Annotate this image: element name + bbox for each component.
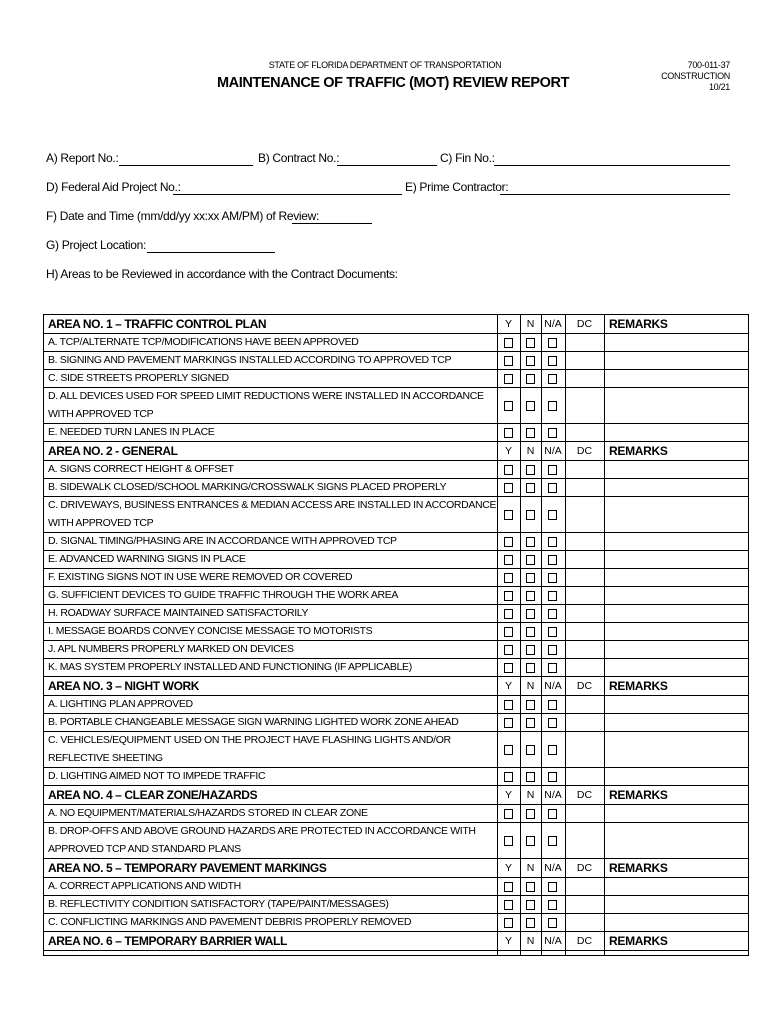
- report-title: MAINTENANCE OF TRAFFIC (MOT) REVIEW REPORT: [216, 75, 570, 91]
- prime-contractor-label: E) Prime Contractor:: [405, 180, 509, 194]
- checklist-item-row: [44, 388, 748, 424]
- contract-no-label: B) Contract No.:: [258, 151, 340, 165]
- checklist-item-text: A. NO EQUIPMENT/MATERIALS/HAZARDS STORED IN CLEAR ZONE: [48, 807, 368, 819]
- checkbox-n[interactable]: [526, 809, 535, 819]
- checkbox-na[interactable]: [548, 627, 557, 637]
- checklist-item-row: [44, 569, 748, 587]
- checkbox-na[interactable]: [548, 882, 557, 892]
- checkbox-na[interactable]: [548, 356, 557, 366]
- column-header-remarks: REMARKS: [609, 317, 668, 331]
- area-header-row: [44, 677, 748, 696]
- checklist-item-text: B. SIGNING AND PAVEMENT MARKINGS INSTALLED ACCORDING TO APPROVED TCP: [48, 354, 452, 366]
- checkbox-na[interactable]: [548, 772, 557, 782]
- checklist-item-text: D. SIGNAL TIMING/PHASING ARE IN ACCORDANCE WITH APPROVED TCP: [48, 535, 397, 547]
- project-location-field[interactable]: [147, 252, 275, 253]
- date-time-field[interactable]: [292, 223, 372, 224]
- column-header-na: N/A: [544, 680, 562, 692]
- column-divider: [497, 315, 498, 955]
- checkbox-y[interactable]: [504, 609, 513, 619]
- checklist-item-text: D. LIGHTING AIMED NOT TO IMPEDE TRAFFIC: [48, 770, 266, 782]
- checklist-item-text: A. TCP/ALTERNATE TCP/MODIFICATIONS HAVE BEEN APPROVED: [48, 336, 359, 348]
- column-header-na: N/A: [544, 318, 562, 330]
- column-header-y: Y: [504, 445, 512, 457]
- checkbox-y[interactable]: [504, 428, 513, 438]
- checklist-item-row: [44, 823, 748, 859]
- checkbox-na[interactable]: [548, 718, 557, 728]
- column-header-na: N/A: [544, 445, 562, 457]
- checklist-item-text: F. EXISTING SIGNS NOT IN USE WERE REMOVED OR COVERED: [48, 571, 353, 583]
- area-title: AREA NO. 5 – TEMPORARY PAVEMENT MARKINGS: [48, 861, 327, 875]
- checkbox-y[interactable]: [504, 882, 513, 892]
- form-code: [661, 60, 730, 93]
- checkbox-y[interactable]: [504, 591, 513, 601]
- checkbox-na[interactable]: [548, 483, 557, 493]
- checkbox-na[interactable]: [548, 428, 557, 438]
- agency-name: STATE OF FLORIDA DEPARTMENT OF TRANSPORTATION: [268, 60, 502, 70]
- checkbox-y[interactable]: [504, 483, 513, 493]
- column-header-dc: DC: [576, 935, 593, 947]
- checklist-item-row: [44, 479, 748, 497]
- column-header-y: Y: [504, 935, 512, 947]
- column-header-y: Y: [504, 789, 512, 801]
- column-header-dc: DC: [576, 680, 593, 692]
- checkbox-na[interactable]: [548, 836, 557, 846]
- checkbox-n[interactable]: [526, 900, 535, 910]
- checkbox-na[interactable]: [548, 401, 557, 411]
- checklist-item-row: [44, 551, 748, 569]
- checklist-item-row: [44, 497, 748, 533]
- checklist-item-row: [44, 605, 748, 623]
- checklist-item-row: [44, 370, 748, 388]
- checkbox-n[interactable]: [526, 836, 535, 846]
- column-header-remarks: REMARKS: [609, 444, 668, 458]
- area-header-row: [44, 859, 748, 878]
- checkbox-y[interactable]: [504, 627, 513, 637]
- prime-contractor-field[interactable]: [500, 194, 730, 195]
- checkbox-n[interactable]: [526, 700, 535, 710]
- checkbox-na[interactable]: [548, 465, 557, 475]
- column-header-na: N/A: [544, 862, 562, 874]
- checklist-item-text: C. SIDE STREETS PROPERLY SIGNED: [48, 372, 229, 384]
- checkbox-y[interactable]: [504, 537, 513, 547]
- fin-no-label: C) Fin No.:: [440, 151, 495, 165]
- checkbox-n[interactable]: [526, 745, 535, 755]
- checkbox-n[interactable]: [526, 356, 535, 366]
- checklist-item-text: E. NEEDED TURN LANES IN PLACE: [48, 426, 215, 438]
- checklist-item-text: B. PORTABLE CHANGEABLE MESSAGE SIGN WARNING LIGHTED WORK ZONE AHEAD: [48, 716, 459, 728]
- column-divider: [541, 315, 542, 955]
- checklist-item-text: C. CONFLICTING MARKINGS AND PAVEMENT DEBRIS PROPERLY REMOVED: [48, 916, 412, 928]
- report-no-field[interactable]: [119, 165, 253, 166]
- checkbox-na[interactable]: [548, 555, 557, 565]
- checklist-item-row: [44, 878, 748, 896]
- checkbox-na[interactable]: [548, 663, 557, 673]
- column-header-dc: DC: [576, 862, 593, 874]
- checkbox-n[interactable]: [526, 627, 535, 637]
- checkbox-na[interactable]: [548, 537, 557, 547]
- column-header-y: Y: [504, 680, 512, 692]
- column-header-remarks: REMARKS: [609, 788, 668, 802]
- checklist-item-row: [44, 768, 748, 786]
- column-header-remarks: REMARKS: [609, 861, 668, 875]
- checkbox-n[interactable]: [526, 573, 535, 583]
- project-location-label: G) Project Location:: [46, 238, 147, 252]
- checkbox-y[interactable]: [504, 510, 513, 520]
- checkbox-y[interactable]: [504, 356, 513, 366]
- area-header-row: [44, 315, 748, 334]
- checkbox-n[interactable]: [526, 718, 535, 728]
- checkbox-y[interactable]: [504, 573, 513, 583]
- checkbox-y[interactable]: [504, 663, 513, 673]
- column-header-dc: DC: [576, 318, 593, 330]
- checkbox-n[interactable]: [526, 537, 535, 547]
- column-header-n: N: [526, 862, 535, 874]
- checkbox-y[interactable]: [504, 900, 513, 910]
- area-title: AREA NO. 4 – CLEAR ZONE/HAZARDS: [48, 788, 258, 802]
- column-header-n: N: [526, 445, 535, 457]
- checklist-item-text: B. DROP-OFFS AND ABOVE GROUND HAZARDS ARE PROTECTED IN ACCORDANCE WITH APPROVED TCP AND STANDARD PLANS: [48, 825, 476, 855]
- checklist-item-text: I. MESSAGE BOARDS CONVEY CONCISE MESSAGE TO MOTORISTS: [48, 625, 373, 637]
- checkbox-y[interactable]: [504, 645, 513, 655]
- fin-no-field[interactable]: [494, 165, 730, 166]
- checklist-item-text: A. CORRECT APPLICATIONS AND WIDTH: [48, 880, 241, 892]
- checkbox-y[interactable]: [504, 555, 513, 565]
- checkbox-na[interactable]: [548, 591, 557, 601]
- checkbox-y[interactable]: [504, 465, 513, 475]
- column-divider: [520, 315, 521, 955]
- checklist-item-row: [44, 805, 748, 823]
- checkbox-na[interactable]: [548, 900, 557, 910]
- checklist-item-text: A. SIGNS CORRECT HEIGHT & OFFSET: [48, 463, 234, 475]
- checkbox-n[interactable]: [526, 591, 535, 601]
- checkbox-n[interactable]: [526, 428, 535, 438]
- column-header-n: N: [526, 935, 535, 947]
- checkbox-y[interactable]: [504, 718, 513, 728]
- checkbox-y[interactable]: [504, 338, 513, 348]
- column-divider: [565, 315, 566, 955]
- checklist-item-text: K. MAS SYSTEM PROPERLY INSTALLED AND FUNCTIONING (IF APPLICABLE): [48, 661, 412, 673]
- checkbox-n[interactable]: [526, 555, 535, 565]
- form-category: CONSTRUCTION: [661, 71, 730, 81]
- checkbox-n[interactable]: [526, 882, 535, 892]
- checklist-item-text: G. SUFFICIENT DEVICES TO GUIDE TRAFFIC THROUGH THE WORK AREA: [48, 589, 399, 601]
- checkbox-n[interactable]: [526, 645, 535, 655]
- checkbox-na[interactable]: [548, 918, 557, 928]
- checkbox-y[interactable]: [504, 745, 513, 755]
- federal-aid-field[interactable]: [173, 194, 402, 195]
- area-header-row: [44, 442, 748, 461]
- column-divider: [604, 315, 605, 955]
- checkbox-y[interactable]: [504, 836, 513, 846]
- checklist-item-text: C. VEHICLES/EQUIPMENT USED ON THE PROJECT HAVE FLASHING LIGHTS AND/OR REFLECTIVE SHEETING: [48, 734, 451, 764]
- checkbox-y[interactable]: [504, 401, 513, 411]
- checkbox-na[interactable]: [548, 374, 557, 384]
- checkbox-n[interactable]: [526, 510, 535, 520]
- checkbox-n[interactable]: [526, 483, 535, 493]
- checkbox-n[interactable]: [526, 663, 535, 673]
- checkbox-y[interactable]: [504, 772, 513, 782]
- area-header-row: [44, 932, 748, 951]
- checklist-item-row: [44, 896, 748, 914]
- checkbox-na[interactable]: [548, 745, 557, 755]
- area-title: AREA NO. 3 – NIGHT WORK: [48, 679, 200, 693]
- checklist-item-row: [44, 914, 748, 932]
- checkbox-na[interactable]: [548, 645, 557, 655]
- contract-no-field[interactable]: [337, 165, 437, 166]
- checkbox-y[interactable]: [504, 809, 513, 819]
- area-title: AREA NO. 6 – TEMPORARY BARRIER WALL: [48, 934, 287, 948]
- checklist-item-row: [44, 659, 748, 677]
- form-number: 700-011-37: [687, 60, 730, 70]
- column-header-y: Y: [504, 862, 512, 874]
- checklist-item-row: [44, 334, 748, 352]
- checklist-item-row: [44, 696, 748, 714]
- checklist-item-row: [44, 732, 748, 768]
- checkbox-n[interactable]: [526, 401, 535, 411]
- column-header-y: Y: [504, 318, 512, 330]
- checkbox-n[interactable]: [526, 338, 535, 348]
- checklist-item-text: H. ROADWAY SURFACE MAINTAINED SATISFACTORILY: [48, 607, 309, 619]
- date-time-label: F) Date and Time (mm/dd/yy xx:xx AM/PM) of Review:: [46, 209, 320, 223]
- checkbox-n[interactable]: [526, 374, 535, 384]
- report-no-label: A) Report No.:: [46, 151, 119, 165]
- area-title: AREA NO. 2 - GENERAL: [48, 444, 178, 458]
- checkbox-y[interactable]: [504, 374, 513, 384]
- area-header-row: [44, 786, 748, 805]
- column-header-n: N: [526, 680, 535, 692]
- checkbox-n[interactable]: [526, 772, 535, 782]
- checkbox-n[interactable]: [526, 918, 535, 928]
- checkbox-na[interactable]: [548, 338, 557, 348]
- checkbox-na[interactable]: [548, 573, 557, 583]
- checklist-item-row: [44, 623, 748, 641]
- checklist-item-row: [44, 714, 748, 732]
- form-date: 10/21: [708, 82, 730, 92]
- column-header-dc: DC: [576, 445, 593, 457]
- checklist-item-text: J. APL NUMBERS PROPERLY MARKED ON DEVICES: [48, 643, 294, 655]
- checklist-item-text: A. LIGHTING PLAN APPROVED: [48, 698, 193, 710]
- checklist-item-row: [44, 461, 748, 479]
- checklist-item-row: [44, 424, 748, 442]
- checklist-item-text: B. REFLECTIVITY CONDITION SATISFACTORY (TAPE/PAINT/MESSAGES): [48, 898, 389, 910]
- checklist-item-text: D. ALL DEVICES USED FOR SPEED LIMIT REDUCTIONS WERE INSTALLED IN ACCORDANCE WITH APPROVED TCP: [48, 390, 484, 420]
- checklist-item-row: [44, 352, 748, 370]
- checkbox-y[interactable]: [504, 918, 513, 928]
- checklist-item-text: E. ADVANCED WARNING SIGNS IN PLACE: [48, 553, 246, 565]
- checkbox-y[interactable]: [504, 700, 513, 710]
- checkbox-na[interactable]: [548, 809, 557, 819]
- checklist-item-row: [44, 533, 748, 551]
- area-title: AREA NO. 1 – TRAFFIC CONTROL PLAN: [48, 317, 267, 331]
- checklist-item-text: B. SIDEWALK CLOSED/SCHOOL MARKING/CROSSWALK SIGNS PLACED PROPERLY: [48, 481, 447, 493]
- checkbox-na[interactable]: [548, 609, 557, 619]
- checkbox-n[interactable]: [526, 465, 535, 475]
- areas-note: H) Areas to be Reviewed in accordance with the Contract Documents:: [46, 267, 398, 281]
- review-checklist: [43, 314, 749, 956]
- checkbox-n[interactable]: [526, 609, 535, 619]
- column-header-n: N: [526, 789, 535, 801]
- checkbox-na[interactable]: [548, 510, 557, 520]
- checklist-item-row: [44, 641, 748, 659]
- checklist-item-text: C. DRIVEWAYS, BUSINESS ENTRANCES & MEDIAN ACCESS ARE INSTALLED IN ACCORDANCE WITH APPROVED TCP: [48, 499, 497, 529]
- column-header-dc: DC: [576, 789, 593, 801]
- column-header-remarks: REMARKS: [609, 679, 668, 693]
- column-header-remarks: REMARKS: [609, 934, 668, 948]
- column-header-na: N/A: [544, 789, 562, 801]
- checklist-item-row: [44, 587, 748, 605]
- federal-aid-label: D) Federal Aid Project No.:: [46, 180, 181, 194]
- column-header-na: N/A: [544, 935, 562, 947]
- checkbox-na[interactable]: [548, 700, 557, 710]
- column-header-n: N: [526, 318, 535, 330]
